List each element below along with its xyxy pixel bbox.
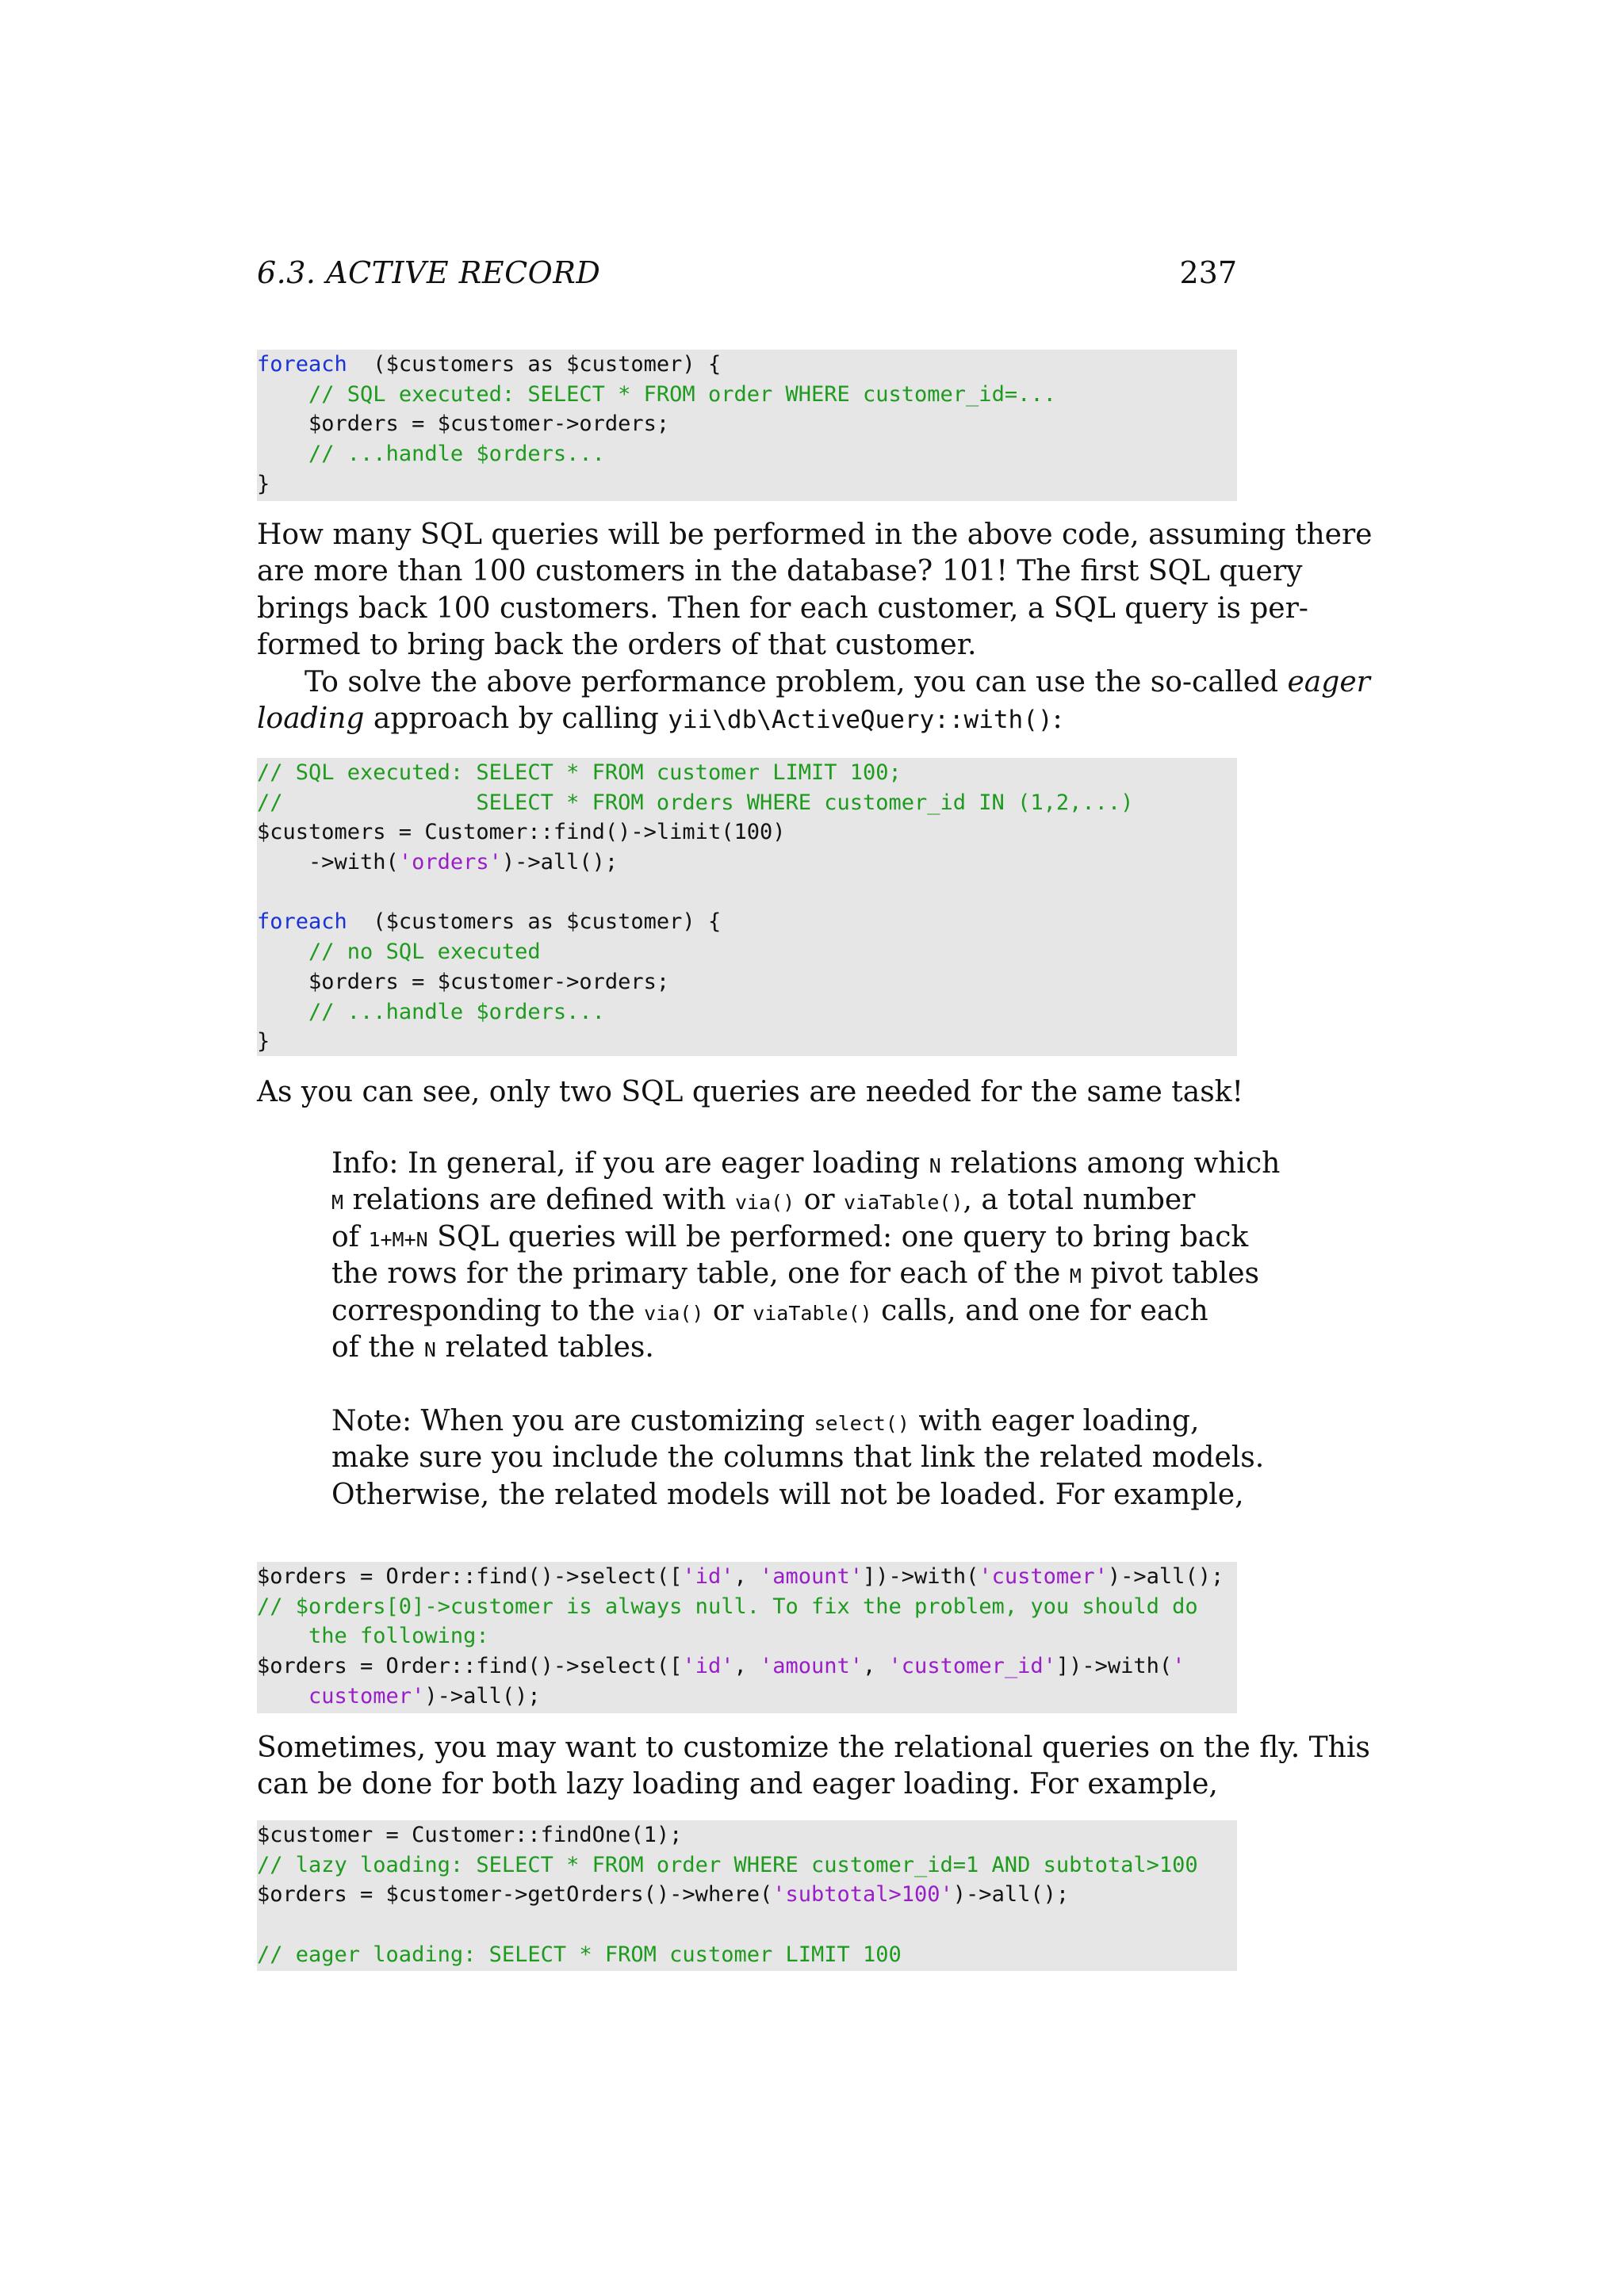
code-token: ])->with(	[1055, 1654, 1173, 1679]
code-block-4	[257, 1820, 1237, 1971]
text-line	[331, 1219, 1249, 1256]
inline-code: yii\db\ActiveQuery::with()	[668, 706, 1053, 735]
code-line	[257, 788, 1237, 818]
text-line: are more than 100 customers in the database? 101! The first SQL query	[257, 555, 1303, 588]
code-line	[257, 380, 1237, 410]
note-box	[331, 1403, 1265, 1513]
page-number: 237	[1179, 255, 1237, 290]
code-line	[257, 967, 1237, 997]
code-comment: // SELECT * FROM orders WHERE customer_id IN (1,2,...)	[257, 790, 1134, 815]
code-comment: // lazy loading: SELECT * FROM order WHERE customer_id=1 AND subtotal>100	[257, 1852, 1198, 1877]
code-line	[257, 937, 1237, 967]
code-token: )->all();	[501, 850, 619, 875]
code-comment: // eager loading: SELECT * FROM customer LIMIT 100	[257, 1942, 902, 1967]
code-comment: // ...handle $orders...	[308, 999, 605, 1024]
code-token: $customers = Customer::find()->limit(100)	[257, 820, 786, 845]
code-line	[257, 1910, 1237, 1940]
text-line: As you can see, only two SQL queries are needed for the same task!	[257, 1076, 1243, 1108]
code-keyword: foreach	[257, 909, 347, 935]
text-run: of	[331, 1220, 369, 1253]
text-line: can be done for both lazy loading and eager loading. For example,	[257, 1768, 1218, 1801]
code-string: 'orders'	[398, 850, 502, 875]
code-string: 'amount'	[759, 1564, 864, 1589]
code-line	[257, 1651, 1237, 1682]
code-comment: the following:	[257, 1624, 489, 1649]
code-token: ])->with(	[863, 1564, 979, 1589]
text-line: Otherwise, the related models will not be loaded. For example,	[331, 1478, 1244, 1511]
code-line	[257, 758, 1237, 788]
code-comment: // SQL executed: SELECT * FROM order WHERE customer_id=...	[308, 381, 1056, 407]
code-string: customer'	[257, 1683, 425, 1709]
text-run: corresponding to the	[331, 1294, 645, 1327]
code-token: $orders = $customer->getOrders()->where(	[257, 1882, 773, 1908]
code-string: '	[1172, 1654, 1185, 1679]
code-line	[257, 1940, 1237, 1970]
text-line	[331, 1403, 1200, 1440]
text-run: approach by calling	[364, 702, 668, 736]
text-line	[331, 1330, 1161, 1366]
inline-code: via()	[734, 1191, 795, 1215]
info-box	[331, 1146, 1281, 1366]
paragraph-customize	[257, 1730, 1370, 1804]
text-run: or	[703, 1294, 753, 1327]
code-line	[257, 1621, 1237, 1651]
code-line	[257, 1027, 1237, 1057]
text-line: Sometimes, you may want to customize the relational queries on the fly. This	[257, 1732, 1370, 1764]
text-line: How many SQL queries will be performed in the above code, assuming there	[257, 519, 1373, 551]
paragraph-eager-loading	[257, 664, 1370, 738]
code-line	[257, 1820, 1237, 1850]
code-token: }	[257, 471, 270, 496]
inline-code: viaTable()	[753, 1301, 872, 1325]
text-run: or	[795, 1184, 844, 1217]
code-line	[257, 1562, 1237, 1592]
code-token: ($customers as $customer) {	[347, 352, 722, 377]
inline-code: viaTable()	[843, 1191, 963, 1215]
code-block-2	[257, 758, 1237, 1056]
code-line	[257, 817, 1237, 848]
code-token: $orders = $customer->orders;	[257, 969, 670, 994]
text-line	[331, 1256, 1260, 1292]
paragraph-queries-count	[257, 517, 1373, 664]
code-line	[257, 350, 1237, 380]
code-token: $customer = Customer::findOne(1);	[257, 1823, 683, 1847]
code-token: ,	[733, 1564, 760, 1589]
text-line: make sure you include the columns that link the related models.	[331, 1441, 1265, 1475]
code-string: 'customer_id'	[888, 1654, 1056, 1679]
code-token: }	[257, 1029, 270, 1054]
code-token	[257, 1000, 308, 1024]
inline-code: N	[423, 1337, 436, 1361]
code-line	[257, 878, 1237, 908]
code-line	[257, 848, 1237, 878]
text-line	[257, 701, 1237, 737]
code-string: 'id'	[682, 1654, 734, 1679]
text-run: To solve the above performance problem, you can use the so-called	[304, 666, 1288, 698]
code-comment: // SQL executed: SELECT * FROM customer LIMIT 100;	[257, 760, 902, 785]
emphasis-text: loading	[257, 702, 365, 736]
code-line	[257, 1592, 1237, 1622]
code-token	[257, 442, 308, 466]
running-header	[257, 255, 1237, 300]
emphasis-text: eager	[1287, 666, 1370, 698]
text-run: related tables.	[435, 1330, 654, 1364]
code-string: 'subtotal>100'	[772, 1882, 953, 1908]
code-line	[257, 997, 1237, 1027]
code-line	[257, 1850, 1237, 1881]
text-run: , a total number	[963, 1184, 1196, 1217]
text-run: SQL queries will be performed: one query to bring back	[427, 1220, 1249, 1253]
text-run: calls, and one for each	[871, 1294, 1208, 1327]
inline-code: M	[331, 1191, 344, 1215]
code-token: ,	[863, 1654, 889, 1679]
inline-code: N	[929, 1154, 941, 1177]
code-token: )->all();	[424, 1683, 541, 1709]
text-line	[331, 1293, 1208, 1330]
code-token: ($customers as $customer) {	[347, 909, 722, 935]
code-token: $orders = $customer->orders;	[257, 411, 670, 437]
text-run: the rows for the primary table, one for each of the	[331, 1257, 1070, 1291]
code-block-1	[257, 350, 1237, 501]
text-line	[331, 1146, 1281, 1182]
text-line: brings back 100 customers. Then for each customer, a SQL query is per-	[257, 591, 1308, 625]
text-run: Info: In general, if you are eager loading	[331, 1147, 929, 1180]
code-token: )->all();	[952, 1882, 1070, 1908]
text-line	[257, 664, 1370, 701]
code-keyword: foreach	[257, 352, 347, 377]
code-string: 'amount'	[759, 1654, 864, 1679]
code-token: ->with(	[257, 850, 399, 875]
inline-code: 1+M+N	[368, 1227, 428, 1251]
code-line	[257, 907, 1237, 937]
inline-code: via()	[644, 1301, 704, 1325]
text-run: :	[1052, 702, 1063, 736]
text-line: formed to bring back the orders of that customer.	[257, 629, 977, 662]
code-line	[257, 1682, 1237, 1712]
code-line	[257, 1880, 1237, 1910]
code-comment: // no SQL executed	[308, 939, 541, 965]
code-string: 'id'	[682, 1564, 734, 1589]
code-line	[257, 439, 1237, 469]
code-comment: // $orders[0]->customer is always null. To fix the problem, you should do	[257, 1594, 1198, 1619]
code-token: )->all();	[1107, 1564, 1224, 1589]
code-token	[257, 382, 308, 407]
inline-code: M	[1069, 1265, 1082, 1288]
code-comment: // ...handle $orders...	[308, 442, 605, 467]
section-title: 6.3. ACTIVE RECORD	[257, 255, 601, 290]
code-token: $orders = Order::find()->select([	[257, 1564, 683, 1589]
text-run: of the	[331, 1330, 424, 1364]
code-token	[257, 939, 308, 964]
text-run: relations among which	[940, 1147, 1281, 1180]
code-token: $orders = Order::find()->select([	[257, 1654, 683, 1679]
text-run: relations are defined with	[343, 1184, 735, 1217]
code-line	[257, 409, 1237, 439]
code-token: ,	[733, 1654, 760, 1679]
text-run: Note: When you are customizing	[331, 1405, 814, 1437]
code-line	[257, 469, 1237, 499]
text-run: with eager loading,	[909, 1405, 1200, 1437]
text-run: pivot tables	[1081, 1257, 1260, 1291]
paragraph-two-queries	[257, 1074, 1243, 1111]
text-line	[331, 1182, 1196, 1219]
code-string: 'customer'	[979, 1564, 1108, 1589]
code-block-3	[257, 1562, 1237, 1713]
inline-code: select()	[814, 1412, 910, 1435]
